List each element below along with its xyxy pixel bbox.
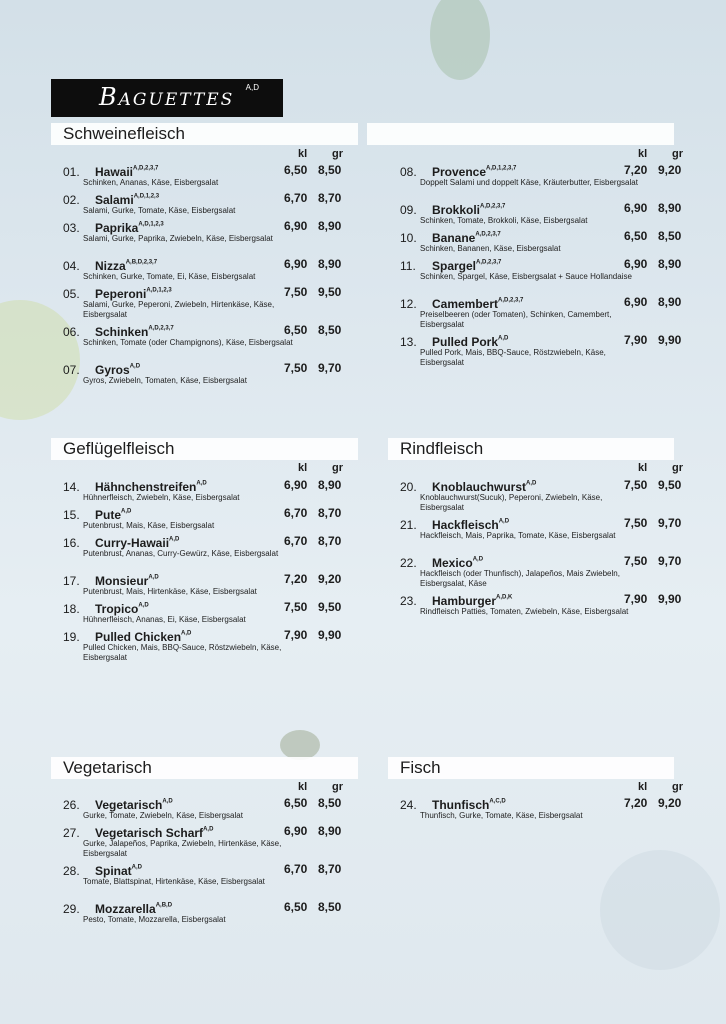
item-number: 03. xyxy=(63,221,80,235)
item-allergens: A,D xyxy=(472,556,484,563)
menu-item xyxy=(400,295,700,330)
price-large: 8,50 xyxy=(658,229,682,243)
menu-item xyxy=(63,285,363,320)
item-description: Gyros, Zwiebeln, Tomaten, Käse, Eisbergsalat xyxy=(83,376,247,385)
item-description: Knoblauchwurst(Sucuk), Peperoni, Zwiebeln, Käse, Eisbergsalat xyxy=(420,493,603,512)
item-name: Banane xyxy=(432,231,476,245)
size-small-header: kl xyxy=(298,462,308,474)
item-name: Nizza xyxy=(95,259,126,273)
price-small: 6,70 xyxy=(284,862,308,876)
item-number: 06. xyxy=(63,325,80,339)
item-description: Preiselbeeren (oder Tomaten), Schinken, Camembert, Eisbergsalat xyxy=(420,310,612,329)
menu-item xyxy=(63,796,363,821)
item-number: 28. xyxy=(63,864,80,878)
price-small: 6,70 xyxy=(284,506,308,520)
item-number: 13. xyxy=(400,335,417,349)
menu-item xyxy=(400,796,700,821)
menu-item xyxy=(63,323,363,348)
item-description: Putenbrust, Mais, Hirtenkäse, Käse, Eisbergsalat xyxy=(83,587,257,596)
price-large: 9,70 xyxy=(658,516,682,530)
item-name: Hawaii xyxy=(95,165,134,179)
size-large-header: gr xyxy=(332,781,343,793)
price-large: 9,70 xyxy=(658,554,682,568)
item-number: 24. xyxy=(400,798,417,812)
item-name: Brokkoli xyxy=(432,203,481,217)
price-small: 6,90 xyxy=(284,219,308,233)
item-name: Pute xyxy=(95,508,122,522)
menu-title: Baguettes xyxy=(99,83,235,111)
item-number: 14. xyxy=(63,480,80,494)
item-description: Schinken, Ananas, Käse, Eisbergsalat xyxy=(83,178,219,187)
item-allergens: A,D xyxy=(526,480,537,487)
price-large: 8,70 xyxy=(318,534,342,548)
item-name: Spinat xyxy=(95,864,132,878)
price-small: 7,50 xyxy=(284,361,308,375)
menu-item xyxy=(400,201,700,226)
item-allergens: A,D xyxy=(203,826,214,833)
item-name: Gyros xyxy=(95,363,130,377)
menu-item xyxy=(63,506,363,531)
item-name: Hamburger xyxy=(432,594,497,608)
menu-item xyxy=(63,862,363,887)
item-description: Hackfleisch, Mais, Paprika, Tomate, Käse, Eisbergsalat xyxy=(420,531,616,540)
size-large-header: gr xyxy=(672,148,683,160)
price-large: 8,90 xyxy=(318,824,342,838)
price-small: 7,90 xyxy=(624,592,648,606)
price-large: 9,50 xyxy=(318,600,342,614)
menu-title-box xyxy=(51,79,283,117)
item-number: 29. xyxy=(63,902,80,916)
price-large: 8,50 xyxy=(318,163,342,177)
menu-item xyxy=(63,900,363,925)
item-description: Hackfleisch (oder Thunfisch), Jalapeños, Mais Zwiebeln, Eisbergsalat, Käse xyxy=(420,569,620,588)
price-small: 6,70 xyxy=(284,534,308,548)
leaf-decoration xyxy=(430,0,490,80)
menu-item xyxy=(63,361,363,386)
price-small: 6,90 xyxy=(624,257,648,271)
menu-item xyxy=(63,257,363,282)
item-description: Salami, Gurke, Peperoni, Zwiebeln, Hirtenkäse, Käse, Eisbergsalat xyxy=(83,300,275,319)
item-allergens: A,D xyxy=(162,798,173,805)
item-description: Schinken, Gurke, Tomate, Ei, Käse, Eisbergsalat xyxy=(83,272,256,281)
item-number: 11. xyxy=(400,259,416,273)
menu-item xyxy=(63,628,363,663)
section-header: Geflügelfleisch xyxy=(51,438,358,460)
section-header: Fisch xyxy=(388,757,674,779)
item-number: 16. xyxy=(63,536,80,550)
item-description: Doppelt Salami und doppelt Käse, Kräuterbutter, Eisbergsalat xyxy=(420,178,638,187)
item-allergens: A,D xyxy=(196,480,207,487)
item-description: Gurke, Tomate, Zwiebeln, Käse, Eisbergsalat xyxy=(83,811,243,820)
menu-item xyxy=(63,534,363,559)
item-number: 10. xyxy=(400,231,417,245)
menu-item xyxy=(63,163,363,188)
item-name: Hackfleisch xyxy=(432,518,499,532)
item-number: 20. xyxy=(400,480,417,494)
price-large: 8,90 xyxy=(318,257,342,271)
menu-item xyxy=(400,163,700,188)
item-description: Thunfisch, Gurke, Tomate, Käse, Eisbergsalat xyxy=(420,811,583,820)
item-name: Pulled Chicken xyxy=(95,630,182,644)
item-number: 07. xyxy=(63,363,80,377)
price-large: 9,20 xyxy=(658,796,682,810)
price-small: 6,90 xyxy=(624,201,648,215)
item-number: 01. xyxy=(63,165,80,179)
item-allergens: A,D,2,3,7 xyxy=(475,231,501,238)
price-large: 8,70 xyxy=(318,862,342,876)
price-small: 7,50 xyxy=(624,516,648,530)
item-name: Camembert xyxy=(432,297,499,311)
item-number: 02. xyxy=(63,193,80,207)
price-large: 9,50 xyxy=(318,285,342,299)
price-large: 8,90 xyxy=(658,201,682,215)
menu-item xyxy=(63,600,363,625)
item-description: Schinken, Tomate (oder Champignons), Käse, Eisbergsalat xyxy=(83,338,293,347)
item-allergens: A,D xyxy=(148,574,159,581)
item-allergens: A,D,1,2,3 xyxy=(133,193,160,200)
olive-decoration xyxy=(280,730,320,760)
price-large: 9,50 xyxy=(658,478,682,492)
size-small-header: kl xyxy=(638,781,648,793)
item-description: Schinken, Tomate, Brokkoli, Käse, Eisbergsalat xyxy=(420,216,588,225)
size-small-header: kl xyxy=(298,148,308,160)
price-small: 7,90 xyxy=(624,333,648,347)
item-allergens: A,D xyxy=(498,335,509,342)
price-large: 8,90 xyxy=(658,295,682,309)
price-small: 6,50 xyxy=(284,323,308,337)
item-description: Gurke, Jalapeños, Paprika, Zwiebeln, Hirtenkäse, Käse, Eisbergsalat xyxy=(83,839,282,858)
item-name: Provence xyxy=(432,165,487,179)
item-name: Thunfisch xyxy=(432,798,490,812)
item-name: Peperoni xyxy=(95,287,147,301)
item-allergens: A,D xyxy=(138,602,149,609)
size-small-header: kl xyxy=(638,462,648,474)
price-small: 7,50 xyxy=(284,285,308,299)
menu-item xyxy=(63,824,363,859)
item-allergens: A,C,D xyxy=(489,798,506,805)
item-name: Vegetarisch xyxy=(95,798,163,812)
price-small: 6,90 xyxy=(284,478,308,492)
item-name: Mozzarella xyxy=(95,902,156,916)
item-number: 17. xyxy=(63,574,80,588)
price-small: 7,50 xyxy=(624,554,648,568)
price-small: 6,90 xyxy=(284,824,308,838)
price-small: 6,50 xyxy=(284,163,308,177)
price-large: 9,70 xyxy=(318,361,342,375)
item-name: Tropico xyxy=(95,602,139,616)
size-small-header: kl xyxy=(638,148,648,160)
price-large: 8,90 xyxy=(318,478,342,492)
item-name: Monsieur xyxy=(95,574,149,588)
item-allergens: A,B,D xyxy=(155,902,173,909)
price-large: 9,20 xyxy=(318,572,342,586)
menu-item xyxy=(63,572,363,597)
menu-item xyxy=(400,516,700,541)
menu-item xyxy=(63,219,363,244)
item-number: 12. xyxy=(400,297,417,311)
item-name: Pulled Pork xyxy=(432,335,499,349)
price-large: 8,90 xyxy=(318,219,342,233)
section-header: Schweinefleisch xyxy=(51,123,358,145)
item-description: Pulled Pork, Mais, BBQ-Sauce, Röstzwiebeln, Käse, Eisbergsalat xyxy=(420,348,606,367)
item-allergens: A,D,2,3,7 xyxy=(476,259,502,266)
item-number: 26. xyxy=(63,798,80,812)
section-header xyxy=(367,123,674,145)
item-allergens: A,D,2,3,7 xyxy=(133,165,159,172)
item-allergens: A,D xyxy=(169,536,180,543)
price-small: 7,20 xyxy=(624,796,648,810)
size-large-header: gr xyxy=(332,462,343,474)
price-large: 8,70 xyxy=(318,506,342,520)
price-large: 9,90 xyxy=(318,628,342,642)
menu-item xyxy=(400,229,700,254)
section-header: Vegetarisch xyxy=(51,757,358,779)
price-large: 9,90 xyxy=(658,592,682,606)
item-number: 18. xyxy=(63,602,80,616)
item-number: 15. xyxy=(63,508,80,522)
item-number: 08. xyxy=(400,165,417,179)
item-number: 09. xyxy=(400,203,417,217)
size-large-header: gr xyxy=(332,148,343,160)
item-description: Rindfleisch Patties, Tomaten, Zwiebeln, Käse, Eisbergsalat xyxy=(420,607,629,616)
item-allergens: A,D xyxy=(181,630,192,637)
price-small: 6,50 xyxy=(624,229,648,243)
item-name: Salami xyxy=(95,193,134,207)
menu-item xyxy=(400,257,700,282)
price-small: 6,70 xyxy=(284,191,308,205)
menu-title-allergens: A,D xyxy=(245,83,259,92)
item-number: 22. xyxy=(400,556,417,570)
item-name: Paprika xyxy=(95,221,139,235)
item-allergens: A,D,2,3,7 xyxy=(480,203,506,210)
price-small: 7,20 xyxy=(284,572,308,586)
item-allergens: A,D xyxy=(129,363,141,370)
menu-item xyxy=(400,478,700,513)
size-large-header: gr xyxy=(672,781,683,793)
item-number: 19. xyxy=(63,630,80,644)
item-name: Spargel xyxy=(432,259,477,273)
price-large: 9,90 xyxy=(658,333,682,347)
item-name: Knoblauchwurst xyxy=(432,480,527,494)
item-description: Hühnerfleisch, Ananas, Ei, Käse, Eisbergsalat xyxy=(83,615,246,624)
tomato-decoration xyxy=(600,850,720,970)
item-name: Mexico xyxy=(432,556,473,570)
item-description: Putenbrust, Mais, Käse, Eisbergsalat xyxy=(83,521,215,530)
item-number: 05. xyxy=(63,287,80,301)
item-allergens: A,D xyxy=(131,864,143,871)
item-allergens: A,D xyxy=(498,518,510,525)
item-number: 23. xyxy=(400,594,417,608)
menu-item xyxy=(400,333,700,368)
item-allergens: A,D,2,3,7 xyxy=(148,325,174,332)
price-small: 7,90 xyxy=(284,628,308,642)
item-name: Vegetarisch Scharf xyxy=(95,826,204,840)
price-large: 8,90 xyxy=(658,257,682,271)
item-description: Pulled Chicken, Mais, BBQ-Sauce, Röstzwiebeln, Käse, Eisbergsalat xyxy=(83,643,282,662)
item-allergens: A,D,1,2,3,7 xyxy=(486,165,517,172)
price-small: 6,90 xyxy=(624,295,648,309)
item-number: 04. xyxy=(63,259,80,273)
price-small: 7,20 xyxy=(624,163,648,177)
item-description: Putenbrust, Ananas, Curry-Gewürz, Käse, Eisbergsalat xyxy=(83,549,279,558)
price-large: 8,70 xyxy=(318,191,342,205)
price-small: 7,50 xyxy=(284,600,308,614)
item-name: Hähnchenstreifen xyxy=(95,480,197,494)
price-large: 8,50 xyxy=(318,900,342,914)
item-number: 21. xyxy=(400,518,417,532)
menu-item xyxy=(400,592,700,617)
menu-item xyxy=(63,478,363,503)
menu-item xyxy=(63,191,363,216)
price-large: 8,50 xyxy=(318,323,342,337)
price-large: 9,20 xyxy=(658,163,682,177)
item-number: 27. xyxy=(63,826,80,840)
size-small-header: kl xyxy=(298,781,308,793)
price-small: 6,50 xyxy=(284,796,308,810)
item-allergens: A,D,1,2,3 xyxy=(146,287,172,294)
item-description: Hühnerfleisch, Zwiebeln, Käse, Eisbergsalat xyxy=(83,493,240,502)
price-small: 7,50 xyxy=(624,478,648,492)
price-large: 8,50 xyxy=(318,796,342,810)
price-small: 6,50 xyxy=(284,900,308,914)
price-small: 6,90 xyxy=(284,257,308,271)
size-large-header: gr xyxy=(672,462,683,474)
item-description: Salami, Gurke, Paprika, Zwiebeln, Käse, Eisbergsalat xyxy=(83,234,273,243)
item-allergens: A,B,D,2,3,7 xyxy=(125,259,158,266)
item-name: Schinken xyxy=(95,325,149,339)
item-description: Schinken, Bananen, Käse, Eisbergsalat xyxy=(420,244,561,253)
item-description: Tomate, Blattspinat, Hirtenkäse, Käse, Eisbergsalat xyxy=(83,877,265,886)
item-allergens: A,D,1,2,3 xyxy=(138,221,164,228)
menu-item xyxy=(400,554,700,589)
section-header: Rindfleisch xyxy=(388,438,674,460)
item-allergens: A,D,2,3,7 xyxy=(498,297,524,304)
item-allergens: A,D,K xyxy=(496,594,513,601)
item-description: Pesto, Tomate, Mozzarella, Eisbergsalat xyxy=(83,915,226,924)
item-description: Salami, Gurke, Tomate, Käse, Eisbergsalat xyxy=(83,206,236,215)
item-description: Schinken, Spargel, Käse, Eisbergsalat + Sauce Hollandaise xyxy=(420,272,632,281)
item-name: Curry-Hawaii xyxy=(95,536,170,550)
item-allergens: A,D xyxy=(121,508,132,515)
